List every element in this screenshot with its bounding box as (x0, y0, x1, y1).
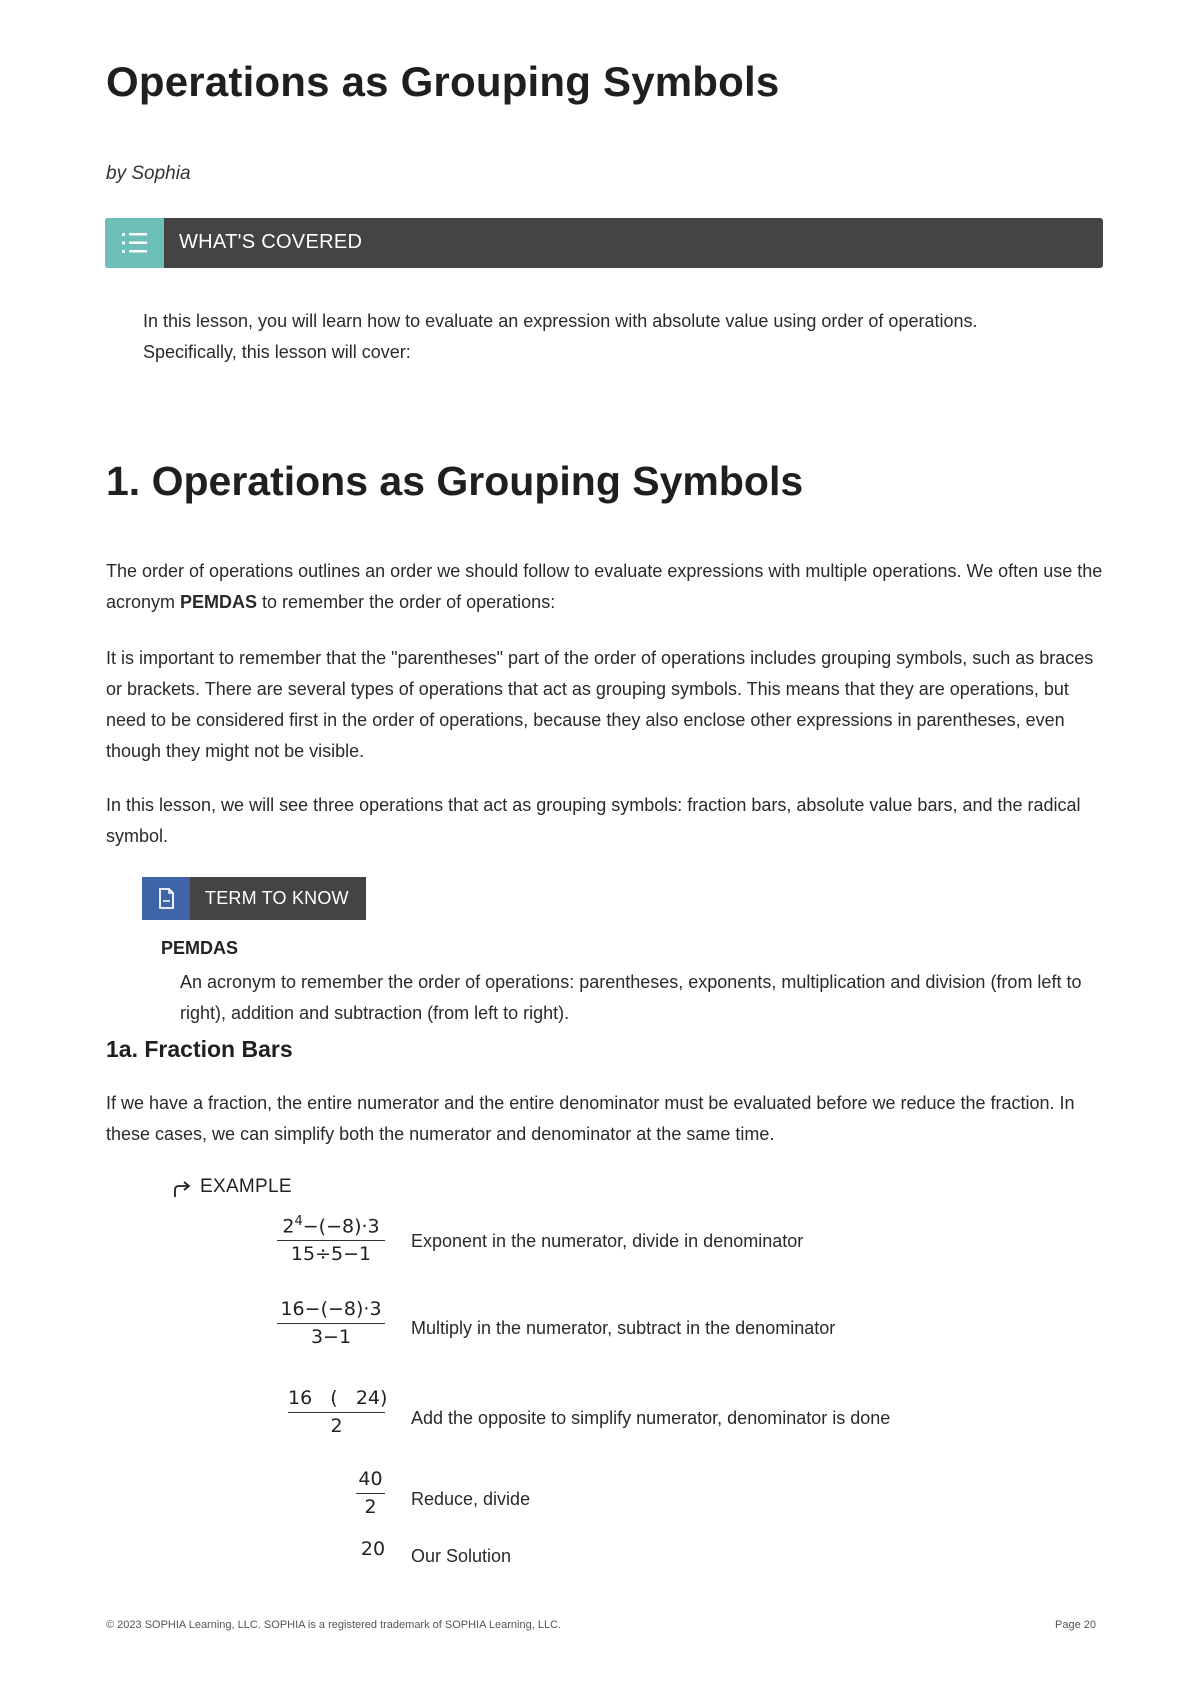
term-to-know-header (142, 877, 366, 920)
paragraph-grouping: It is important to remember that the "parentheses" part of the order of operations includes grouping symbols, such as braces or brackets. There are several types of operations that act as grouping symbols. This means that they are operations, but need to be considered first in the order of operations, because they also enclose other expressions in parentheses, even though they might not be visible. (106, 648, 1094, 761)
fraction-step-3 (288, 1386, 388, 1438)
denominator: 2 (330, 1415, 343, 1437)
fraction-bar (277, 1323, 385, 1324)
step-2-text: Multiply in the numerator, subtract in the denominator (411, 1318, 836, 1338)
term-definition: An acronym to remember the order of operations: parentheses, exponents, multiplication and division (from left to right), addition and subtraction (from left to right). (180, 972, 1082, 1023)
step-1-text: Exponent in the numerator, divide in denominator (411, 1231, 804, 1251)
paragraph-text: The order of operations outlines an order we should follow to evaluate expressions with multiple operations. We often use the acronym (106, 561, 1103, 612)
numerator: 16−(−8)·3 (280, 1298, 382, 1320)
document-icon (142, 877, 190, 920)
subsection-title: 1a. Fraction Bars (106, 1036, 293, 1062)
fraction-step-4 (356, 1467, 385, 1519)
numerator: 40 (358, 1468, 383, 1490)
numerator: 16 ( 24) (288, 1387, 388, 1409)
solution-value: 20 (360, 1538, 386, 1560)
fraction-step-2 (277, 1297, 385, 1349)
step-4-text: Reduce, divide (411, 1489, 531, 1509)
term-to-know-label: TERM TO KNOW (205, 888, 349, 908)
numerator-rest: −(−8)·3 (302, 1215, 380, 1238)
denominator: 3−1 (310, 1326, 352, 1348)
paragraph-three-operations: In this lesson, we will see three operations that act as grouping symbols: fraction bars, absolute value bars, and the radical symbol. (106, 795, 1081, 846)
byline: by Sophia (106, 163, 191, 184)
whats-covered-header (105, 218, 1103, 268)
exponent-base: 2 (282, 1215, 295, 1238)
section-title: 1. Operations as Grouping Symbols (106, 458, 804, 504)
list-icon (105, 218, 164, 268)
paragraph-pemdas-intro (106, 556, 1106, 618)
fraction-bar (277, 1240, 385, 1241)
paragraph-fraction-bars: If we have a fraction, the entire numerator and the entire denominator must be evaluated before we reduce the fraction. In these cases, we can simplify both the numerator and denominator at the same time. (106, 1093, 1075, 1144)
fraction-bar (356, 1493, 385, 1494)
pemdas-bold: PEMDAS (180, 592, 258, 612)
step-5-text: Our Solution (411, 1546, 512, 1566)
exponent: 4 (294, 1214, 303, 1229)
paragraph-text: to remember the order of operations: (257, 592, 556, 612)
fraction-bar (288, 1412, 385, 1413)
page-title: Operations as Grouping Symbols (106, 58, 780, 105)
denominator: 15÷5−1 (290, 1243, 372, 1266)
whats-covered-label: WHAT'S COVERED (179, 231, 363, 253)
page-number: Page 20 (1055, 1619, 1096, 1631)
step-3-text: Add the opposite to simplify numerator, denominator is done (411, 1408, 891, 1428)
term-name: PEMDAS (161, 938, 239, 958)
lesson-intro: In this lesson, you will learn how to evaluate an expression with absolute value using order of operations. Specifically, this lesson will cover: (143, 311, 978, 362)
footer-copyright: © 2023 SOPHIA Learning, LLC. SOPHIA is a registered trademark of SOPHIA Learning, LLC. (106, 1619, 562, 1631)
fraction-step-1 (277, 1210, 385, 1266)
example-arrow-icon (172, 1178, 194, 1200)
numerator (277, 1210, 385, 1238)
denominator: 2 (364, 1496, 377, 1518)
example-label: EXAMPLE (200, 1176, 292, 1197)
